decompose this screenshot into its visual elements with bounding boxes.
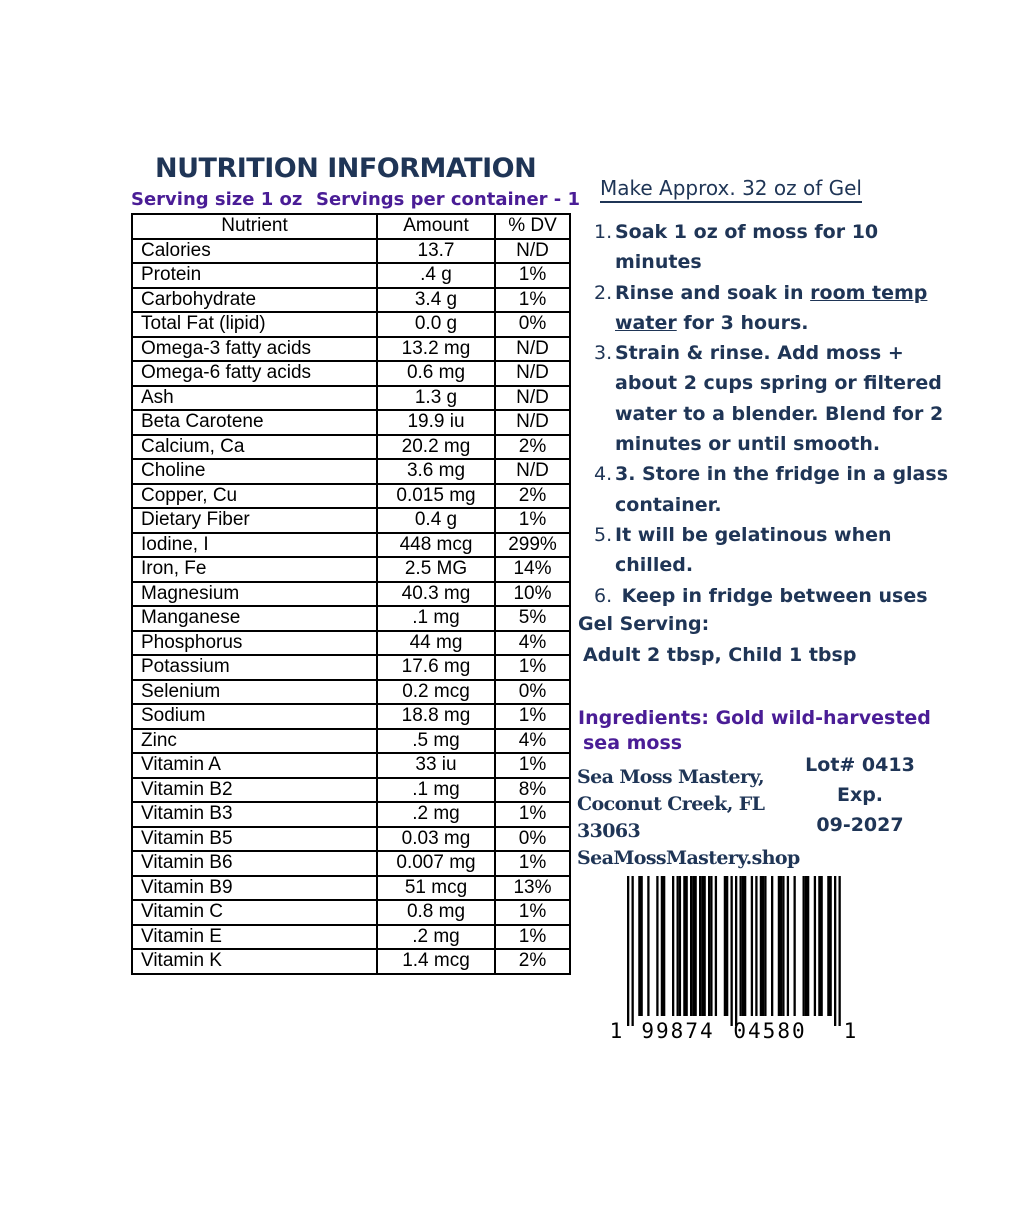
- nutrient-amount: 33 iu: [377, 753, 495, 778]
- nutrient-name: Phosphorus: [132, 631, 377, 656]
- barcode-bar: [762, 876, 764, 1016]
- barcode-bar: [821, 876, 823, 1016]
- nutrient-dv: 2%: [495, 435, 570, 460]
- barcode-check-digit: 1: [843, 1019, 856, 1043]
- lot-number: Lot# 0413: [805, 754, 915, 776]
- step-text-part: Rinse and soak in: [615, 281, 811, 304]
- barcode-bar: [663, 876, 665, 1016]
- step-number: 4.: [594, 463, 613, 486]
- nutrient-amount: .4 g: [377, 263, 495, 288]
- barcode-bar: [672, 876, 674, 1016]
- table-row: [132, 851, 570, 876]
- nutrient-name: Vitamin C: [132, 900, 377, 925]
- nutrient-dv: 1%: [495, 802, 570, 827]
- barcode-bar: [740, 876, 742, 1016]
- lot-info: [795, 750, 925, 840]
- nutrient-amount: .1 mg: [377, 606, 495, 631]
- nutrient-dv: 1%: [495, 900, 570, 925]
- barcode-bar: [695, 876, 697, 1016]
- nutrient-dv: N/D: [495, 337, 570, 362]
- nutrient-name: Calcium, Ca: [132, 435, 377, 460]
- barcode-bar: [805, 876, 807, 1016]
- step-text: Strain & rinse. Add moss + about 2 cups spring or filtered water to a blender. Blend for 2 minutes or until smooth.: [615, 342, 944, 456]
- nutrient-amount: 0.2 mcg: [377, 680, 495, 705]
- barcode-bar: [692, 876, 694, 1016]
- nutrient-dv: 0%: [495, 312, 570, 337]
- barcode-bar: [627, 876, 629, 1026]
- nutrient-name: Omega-6 fatty acids: [132, 361, 377, 386]
- nutrient-dv: 1%: [495, 925, 570, 950]
- instructions-list: [594, 217, 954, 611]
- nutrient-amount: .2 mg: [377, 802, 495, 827]
- barcode-bar: [794, 876, 796, 1016]
- table-row: [132, 876, 570, 901]
- company-website: SeaMossMastery.shop: [577, 847, 800, 869]
- step-4: [594, 459, 954, 520]
- nutrient-amount: 51 mcg: [377, 876, 495, 901]
- barcode-bar: [699, 876, 701, 1016]
- barcode-bar: [710, 876, 712, 1016]
- barcode-bar: [827, 876, 829, 1016]
- step-text: Soak 1 oz of moss for 10 minutes: [615, 221, 879, 274]
- nutrient-name: Ash: [132, 386, 377, 411]
- nutrient-amount: 0.015 mg: [377, 484, 495, 509]
- step-number: 1.: [594, 221, 613, 243]
- instructions-heading: Make Approx. 32 oz of Gel: [600, 176, 862, 203]
- barcode-bar: [632, 876, 634, 1026]
- table-row: [132, 729, 570, 754]
- table-row: [132, 361, 570, 386]
- table-header-row: [132, 214, 570, 239]
- header-amount: Amount: [377, 214, 495, 239]
- barcode-bar: [760, 876, 762, 1016]
- barcode-number-system: 1: [609, 1019, 623, 1043]
- nutrient-name: Vitamin K: [132, 949, 377, 974]
- nutrient-name: Protein: [132, 263, 377, 288]
- table-row: [132, 949, 570, 974]
- nutrient-dv: N/D: [495, 361, 570, 386]
- table-row: [132, 508, 570, 533]
- table-row: [132, 827, 570, 852]
- barcode-bar: [708, 876, 710, 1016]
- nutrient-name: Choline: [132, 459, 377, 484]
- nutrient-name: Vitamin B3: [132, 802, 377, 827]
- nutrient-name: Potassium: [132, 655, 377, 680]
- barcode-bar: [641, 876, 643, 1016]
- barcode-bar: [726, 876, 728, 1016]
- barcode-bar: [834, 876, 836, 1026]
- nutrient-name: Vitamin A: [132, 753, 377, 778]
- nutrient-amount: 44 mg: [377, 631, 495, 656]
- step-number: 6.: [594, 584, 613, 607]
- nutrient-name: Carbohydrate: [132, 288, 377, 313]
- table-row: [132, 925, 570, 950]
- nutrient-dv: 1%: [495, 655, 570, 680]
- barcode-bar: [677, 876, 679, 1016]
- barcode-bar: [780, 876, 782, 1016]
- nutrition-table-body: [132, 239, 570, 974]
- table-row: [132, 337, 570, 362]
- table-row: [132, 606, 570, 631]
- nutrient-name: Vitamin B5: [132, 827, 377, 852]
- gel-serving-label: Gel Serving:: [578, 613, 710, 635]
- barcode-bar: [782, 876, 784, 1016]
- table-row: [132, 631, 570, 656]
- table-row: [132, 582, 570, 607]
- nutrient-name: Dietary Fiber: [132, 508, 377, 533]
- step-6: [594, 581, 954, 611]
- nutrient-name: Total Fat (lipid): [132, 312, 377, 337]
- nutrient-amount: 448 mcg: [377, 533, 495, 558]
- barcode-bar: [818, 876, 820, 1016]
- nutrient-amount: .2 mg: [377, 925, 495, 950]
- exp-label: Exp.: [836, 784, 884, 806]
- nutrition-title: NUTRITION INFORMATION: [155, 153, 537, 184]
- barcode-bar: [742, 876, 744, 1016]
- nutrient-amount: 2.5 MG: [377, 557, 495, 582]
- nutrient-dv: 13%: [495, 876, 570, 901]
- nutrient-amount: 18.8 mg: [377, 704, 495, 729]
- table-row: [132, 900, 570, 925]
- table-row: [132, 435, 570, 460]
- table-row: [132, 263, 570, 288]
- step-2: [594, 278, 954, 339]
- table-row: [132, 753, 570, 778]
- step-3: [594, 338, 954, 459]
- barcode-bar: [686, 876, 688, 1016]
- table-row: [132, 288, 570, 313]
- step-number: 3.: [594, 342, 613, 365]
- nutrient-dv: 8%: [495, 778, 570, 803]
- company-zip: 33063: [577, 820, 641, 842]
- ingredients-line-2: sea moss: [583, 732, 683, 754]
- header-dv: % DV: [495, 214, 570, 239]
- barcode-bar: [731, 876, 733, 1026]
- barcode-left-digits: 99874: [641, 1019, 715, 1043]
- nutrient-dv: 4%: [495, 729, 570, 754]
- nutrient-amount: 20.2 mg: [377, 435, 495, 460]
- nutrient-amount: .1 mg: [377, 778, 495, 803]
- barcode-bars: [627, 876, 841, 1026]
- nutrient-amount: 3.6 mg: [377, 459, 495, 484]
- nutrient-amount: 0.4 g: [377, 508, 495, 533]
- table-row: [132, 533, 570, 558]
- nutrient-dv: 5%: [495, 606, 570, 631]
- nutrient-amount: 0.6 mg: [377, 361, 495, 386]
- barcode-bar: [715, 876, 717, 1016]
- upc-barcode: [606, 873, 856, 1045]
- nutrient-amount: 19.9 iu: [377, 410, 495, 435]
- step-5: [594, 520, 954, 581]
- barcode-bar: [807, 876, 809, 1016]
- nutrient-dv: 299%: [495, 533, 570, 558]
- table-row: [132, 655, 570, 680]
- barcode-bar: [771, 876, 773, 1016]
- barcode-bar: [638, 876, 640, 1016]
- barcode-bar: [744, 876, 746, 1016]
- nutrient-amount: 17.6 mg: [377, 655, 495, 680]
- table-row: [132, 239, 570, 264]
- step-text: 3. Store in the fridge in a glass container.: [615, 463, 949, 516]
- nutrient-dv: 2%: [495, 484, 570, 509]
- barcode-bar: [751, 876, 753, 1016]
- nutrient-dv: 14%: [495, 557, 570, 582]
- ingredients-line-1: Ingredients: Gold wild-harvested: [578, 707, 931, 729]
- nutrient-dv: 1%: [495, 288, 570, 313]
- barcode-bar: [704, 876, 706, 1016]
- table-row: [132, 680, 570, 705]
- table-row: [132, 459, 570, 484]
- nutrient-dv: 1%: [495, 753, 570, 778]
- nutrient-amount: 40.3 mg: [377, 582, 495, 607]
- nutrient-name: Iodine, I: [132, 533, 377, 558]
- barcode-bar: [764, 876, 766, 1016]
- step-text-underlined: room temp water: [615, 281, 928, 334]
- nutrient-amount: 13.2 mg: [377, 337, 495, 362]
- nutrient-name: Vitamin B6: [132, 851, 377, 876]
- company-city: Coconut Creek, FL: [577, 793, 765, 815]
- nutrient-name: Calories: [132, 239, 377, 264]
- nutrient-name: Zinc: [132, 729, 377, 754]
- barcode-bar: [724, 876, 726, 1016]
- barcode-bar: [656, 876, 658, 1016]
- nutrient-dv: 1%: [495, 851, 570, 876]
- gel-serving-value: Adult 2 tbsp, Child 1 tbsp: [583, 644, 857, 666]
- nutrient-name: Iron, Fe: [132, 557, 377, 582]
- table-row: [132, 704, 570, 729]
- nutrient-amount: 3.4 g: [377, 288, 495, 313]
- nutrient-dv: 2%: [495, 949, 570, 974]
- nutrient-name: Sodium: [132, 704, 377, 729]
- barcode-bar: [787, 876, 789, 1016]
- step-text-part: for 3 hours.: [676, 311, 809, 334]
- nutrient-dv: 0%: [495, 680, 570, 705]
- nutrient-amount: 0.8 mg: [377, 900, 495, 925]
- barcode-bar: [735, 876, 737, 1026]
- nutrient-amount: 0.03 mg: [377, 827, 495, 852]
- step-number: 2.: [594, 281, 613, 304]
- nutrient-name: Copper, Cu: [132, 484, 377, 509]
- nutrient-amount: 1.4 mcg: [377, 949, 495, 974]
- nutrient-dv: 1%: [495, 508, 570, 533]
- ingredients: [578, 706, 958, 756]
- header-nutrient: Nutrient: [132, 214, 377, 239]
- barcode-bar: [830, 876, 832, 1016]
- barcode-bar: [647, 876, 649, 1016]
- nutrient-name: Vitamin E: [132, 925, 377, 950]
- barcode-bar: [778, 876, 780, 1016]
- nutrient-dv: N/D: [495, 239, 570, 264]
- barcode-bar: [814, 876, 816, 1016]
- table-row: [132, 778, 570, 803]
- barcode-bar: [679, 876, 681, 1016]
- nutrient-name: Vitamin B9: [132, 876, 377, 901]
- exp-date: 09-2027: [816, 814, 904, 836]
- step-text: [615, 278, 954, 339]
- barcode-bar: [661, 876, 663, 1016]
- nutrient-amount: 1.3 g: [377, 386, 495, 411]
- barcode-bar: [701, 876, 703, 1016]
- barcode-bar: [803, 876, 805, 1016]
- nutrient-name: Magnesium: [132, 582, 377, 607]
- step-1: [594, 217, 954, 278]
- nutrient-dv: 1%: [495, 704, 570, 729]
- nutrient-amount: 13.7: [377, 239, 495, 264]
- nutrient-dv: 10%: [495, 582, 570, 607]
- step-text: Keep in fridge between uses: [615, 584, 928, 607]
- nutrient-name: Manganese: [132, 606, 377, 631]
- step-number: 5.: [594, 523, 613, 546]
- table-row: [132, 410, 570, 435]
- nutrient-name: Beta Carotene: [132, 410, 377, 435]
- barcode-bar: [683, 876, 685, 1016]
- nutrient-dv: 0%: [495, 827, 570, 852]
- nutrient-dv: 4%: [495, 631, 570, 656]
- nutrient-amount: 0.0 g: [377, 312, 495, 337]
- table-row: [132, 484, 570, 509]
- nutrition-table: [131, 213, 571, 975]
- table-row: [132, 557, 570, 582]
- nutrient-dv: N/D: [495, 410, 570, 435]
- company-info: [577, 764, 800, 872]
- nutrient-name: Selenium: [132, 680, 377, 705]
- nutrient-amount: 0.007 mg: [377, 851, 495, 876]
- serving-size: Serving size 1 oz: [131, 189, 303, 210]
- barcode-bar: [839, 876, 841, 1026]
- nutrient-name: Vitamin B2: [132, 778, 377, 803]
- nutrient-dv: N/D: [495, 386, 570, 411]
- nutrient-dv: 1%: [495, 263, 570, 288]
- barcode-bar: [690, 876, 692, 1016]
- nutrient-name: Omega-3 fatty acids: [132, 337, 377, 362]
- step-text: It will be gelatinous when chilled.: [615, 523, 892, 577]
- table-row: [132, 312, 570, 337]
- company-name: Sea Moss Mastery,: [577, 766, 764, 788]
- nutrient-dv: N/D: [495, 459, 570, 484]
- servings-per-container: Servings per container - 1: [316, 189, 581, 210]
- table-row: [132, 802, 570, 827]
- nutrient-amount: .5 mg: [377, 729, 495, 754]
- table-row: [132, 386, 570, 411]
- barcode-right-digits: 04580: [733, 1019, 807, 1043]
- barcode-bar: [755, 876, 757, 1016]
